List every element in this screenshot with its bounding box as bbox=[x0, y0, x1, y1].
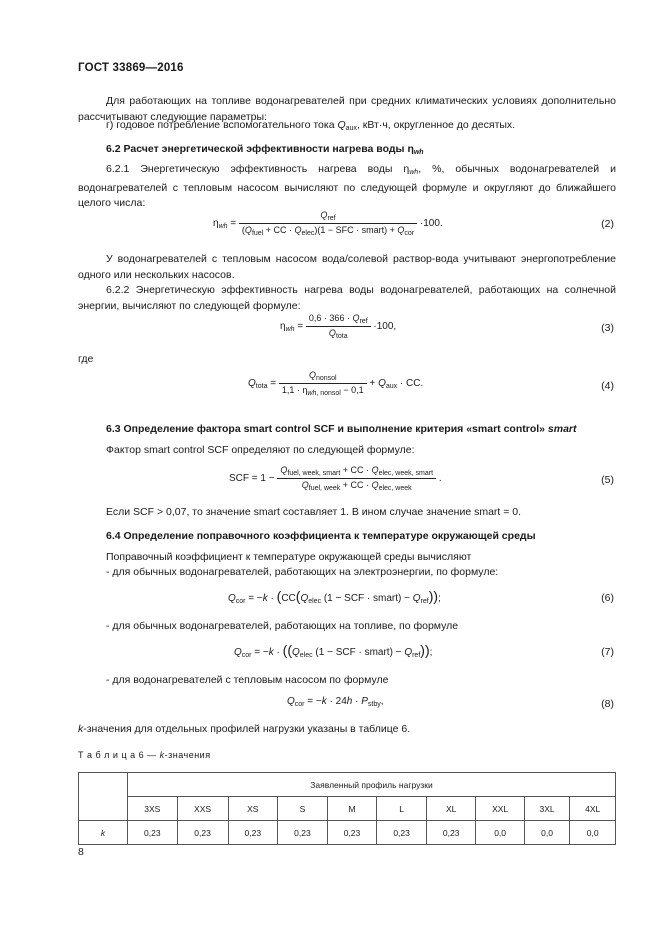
formula-3: $\eta_{wh}$ = $\frac{0,6 \cdot 366 \cdot Q_{ref}}{Q_{tota}}$ ·100, bbox=[280, 313, 397, 340]
section-6-2-2-paragraph: 6.2.2 Энергетическую эффективность нагрева воды водонагревателей, работающих на солнечной энергии, вычисляют по следующей формуле: bbox=[78, 284, 616, 312]
table-value-row bbox=[79, 821, 616, 845]
table-6 bbox=[78, 772, 616, 845]
scf-condition: Если SCF > 0,07, то значение smart составляет 1. В ином случае значение smart = 0. bbox=[106, 506, 522, 518]
table-row-label: k bbox=[79, 821, 128, 845]
equation-number-3: (3) bbox=[601, 322, 614, 334]
table-profile-header: 3XS bbox=[128, 797, 178, 821]
equation-number-7: (7) bbox=[601, 646, 614, 658]
formula-5: SCF = 1 − $\frac{Q_{fuel, week, smart} + CC \cdot Q_{elec, week, smart}}{Q_{fuel, week} + CC \cdot Q_{elec, week}}$ . bbox=[229, 465, 442, 492]
section-6-4-heading: 6.4 Определение поправочного коэффициента к температуре окружающей среды bbox=[106, 530, 536, 542]
table-profile-header: S bbox=[278, 797, 328, 821]
table-6-caption: Т а б л и ц а 6 — k-значения bbox=[78, 750, 211, 760]
page-number: 8 bbox=[78, 846, 84, 858]
equation-number-8: (8) bbox=[601, 698, 614, 710]
intro-item-g: г) годовое потребление вспомогательного тока $Q_{aux}$, кВт·ч, округленное до десятых. bbox=[106, 119, 516, 132]
formula-7: $Q_{cor} = -k \cdot ((Q_{elec}$ (1 − SCF · smart) − $Q_{ref}$)); bbox=[234, 642, 433, 659]
table-profile-header: XS bbox=[228, 797, 278, 821]
formula-4: $Q_{tota}$ = $\frac{Q_{nonsol}}{1,1 \cdot \eta_{wh, nonsol} - 0,1}$ + $Q_{aux}$ · CC. bbox=[248, 370, 424, 397]
table-profile-header: XXL bbox=[476, 797, 524, 821]
table-cell: 0,0 bbox=[570, 821, 616, 845]
formula-2: $\eta_{wh}$ = $\frac{Q_{ref}}{(Q_{fuel} + CC \cdot Q_{elec})(1 - SFC \cdot smart) + Q_{cor}}$ ·100. bbox=[213, 210, 443, 237]
fuel-heaters-note: - для обычных водонагревателей, работающих на топливе, по формуле bbox=[106, 620, 459, 632]
table-cell: 0,0 bbox=[476, 821, 524, 845]
k-values-reference: k-значения для отдельных профилей нагрузки указаны в таблице 6. bbox=[78, 723, 411, 735]
scf-intro: Фактор smart control SCF определяют по следующей формуле: bbox=[106, 444, 415, 456]
electric-heaters-note: - для обычных водонагревателей, работающих на электроэнергии, по формуле: bbox=[106, 566, 499, 578]
table-cell: 0,23 bbox=[377, 821, 427, 845]
table-cell: 0,0 bbox=[524, 821, 570, 845]
formula-8: $Q_{cor} = -k \cdot 24h \cdot P_{stby}$, bbox=[287, 696, 384, 708]
table-profile-header: 3XL bbox=[524, 797, 570, 821]
equation-number-6: (6) bbox=[601, 592, 614, 604]
table-group-header: Заявленный профиль нагрузки bbox=[128, 773, 616, 797]
table-profile-header: M bbox=[327, 797, 377, 821]
intro-paragraph: Для работающих на топливе водонагревателей при средних климатических условиях дополнительно рассчитывают следующие параметры: bbox=[78, 95, 616, 123]
section-6-3-heading: 6.3 Определение фактора smart control SCF и выполнение критерия «smart control» smart bbox=[106, 423, 577, 435]
where-label: где bbox=[78, 353, 94, 365]
heat-pump-heaters-note: - для водонагревателей с тепловым насосом по формуле bbox=[106, 674, 389, 686]
heat-pump-note: У водонагревателей с тепловым насосом вода/солевой раствор-вода учитывают энергопотребление одного или нескольких насосов. bbox=[78, 253, 616, 281]
table-corner-cell bbox=[79, 773, 128, 821]
table-profile-header: XL bbox=[426, 797, 476, 821]
equation-number-5: (5) bbox=[601, 474, 614, 486]
document-header: ГОСТ 33869—2016 bbox=[78, 62, 184, 74]
table-profile-row bbox=[79, 797, 616, 821]
table-cell: 0,23 bbox=[128, 821, 178, 845]
section-6-2-1-paragraph: 6.2.1 Энергетическую эффективность нагрева воды $\eta_{wh}$, %, обычных водонагревателей и водонагревателей с тепловым насосом вычисляют по следующей формуле и округляют до ближайшего целого числа: bbox=[78, 163, 616, 209]
correction-intro: Поправочный коэффициент к температуре окружающей среды вычисляют bbox=[106, 551, 472, 563]
table-profile-header: L bbox=[377, 797, 427, 821]
table-cell: 0,23 bbox=[327, 821, 377, 845]
formula-6: $Q_{cor} = -k \cdot (CC(Q_{elec}$ (1 − SCF · smart) − $Q_{ref}$)); bbox=[228, 588, 441, 605]
equation-number-2: (2) bbox=[601, 218, 614, 230]
table-cell: 0,23 bbox=[228, 821, 278, 845]
table-cell: 0,23 bbox=[426, 821, 476, 845]
table-profile-header: XXS bbox=[177, 797, 228, 821]
table-profile-header: 4XL bbox=[570, 797, 616, 821]
section-6-2-heading: 6.2 Расчет энергетической эффективности нагрева воды $\eta_{wh}$ bbox=[106, 143, 424, 156]
table-cell: 0,23 bbox=[278, 821, 328, 845]
table-cell: 0,23 bbox=[177, 821, 228, 845]
equation-number-4: (4) bbox=[601, 380, 614, 392]
